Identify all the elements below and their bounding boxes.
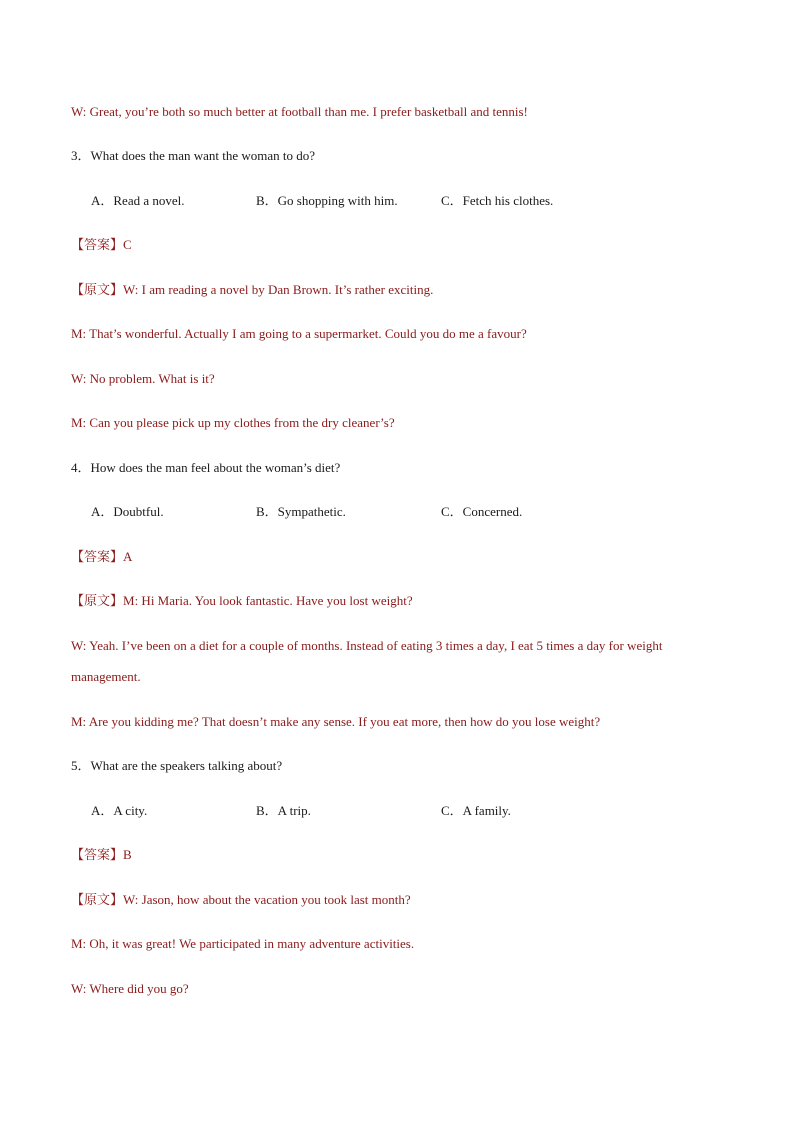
answer-value: C [123, 237, 132, 252]
dialogue-line: M: Are you kidding me? That doesn’t make any sense. If you eat more, then how do you lose weight? [71, 714, 601, 729]
transcript-tag: 【原文】 [71, 892, 124, 907]
q3-answer [71, 236, 132, 254]
transcript-tag: 【原文】 [71, 593, 124, 608]
transcript-tag: 【原文】 [71, 282, 124, 297]
q3-option-c: C．Fetch his clothes. [441, 193, 554, 208]
dialogue-line: W: Yeah. I’ve been on a diet for a couple of months. Instead of eating 3 times a day, I eat 5 times a day for weight [71, 638, 663, 653]
dialogue-line-continued: management. [71, 669, 141, 684]
dialogue-line: W: No problem. What is it? [71, 371, 215, 386]
q4-option-c: C．Concerned. [441, 504, 523, 519]
dialogue-line: M: Can you please pick up my clothes from the dry cleaner’s? [71, 415, 395, 430]
q4-answer [71, 548, 132, 566]
q5-option-b: B．A trip. [256, 803, 311, 818]
dialogue-line: W: Jason, how about the vacation you took last month? [123, 892, 411, 907]
question-5: 5．What are the speakers talking about? [71, 758, 283, 773]
dialogue-line: W: Where did you go? [71, 981, 189, 996]
dialogue-line: M: Oh, it was great! We participated in many adventure activities. [71, 936, 415, 951]
answer-tag: 【答案】 [71, 549, 124, 564]
dialogue-line: W: I am reading a novel by Dan Brown. It’s rather exciting. [123, 282, 434, 297]
question-3: 3．What does the man want the woman to do? [71, 148, 316, 163]
dialogue-line: W: Great, you’re both so much better at football than me. I prefer basketball and tennis! [71, 104, 528, 119]
q5-option-c: C．A family. [441, 803, 511, 818]
answer-tag: 【答案】 [71, 847, 124, 862]
answer-value: A [123, 549, 133, 564]
q4-option-a: A．Doubtful. [91, 504, 164, 519]
answer-value: B [123, 847, 132, 862]
q3-option-b: B．Go shopping with him. [256, 193, 398, 208]
answer-tag: 【答案】 [71, 237, 124, 252]
q4-transcript [71, 592, 413, 610]
q4-option-b: B．Sympathetic. [256, 504, 346, 519]
dialogue-line: M: Hi Maria. You look fantastic. Have you lost weight? [123, 593, 413, 608]
q3-transcript [71, 281, 433, 299]
q5-transcript [71, 891, 411, 909]
dialogue-line: M: That’s wonderful. Actually I am going to a supermarket. Could you do me a favour? [71, 326, 527, 341]
question-4: 4．How does the man feel about the woman’s diet? [71, 460, 341, 475]
q3-option-a: A．Read a novel. [91, 193, 185, 208]
q5-answer [71, 846, 132, 864]
q5-option-a: A．A city. [91, 803, 148, 818]
